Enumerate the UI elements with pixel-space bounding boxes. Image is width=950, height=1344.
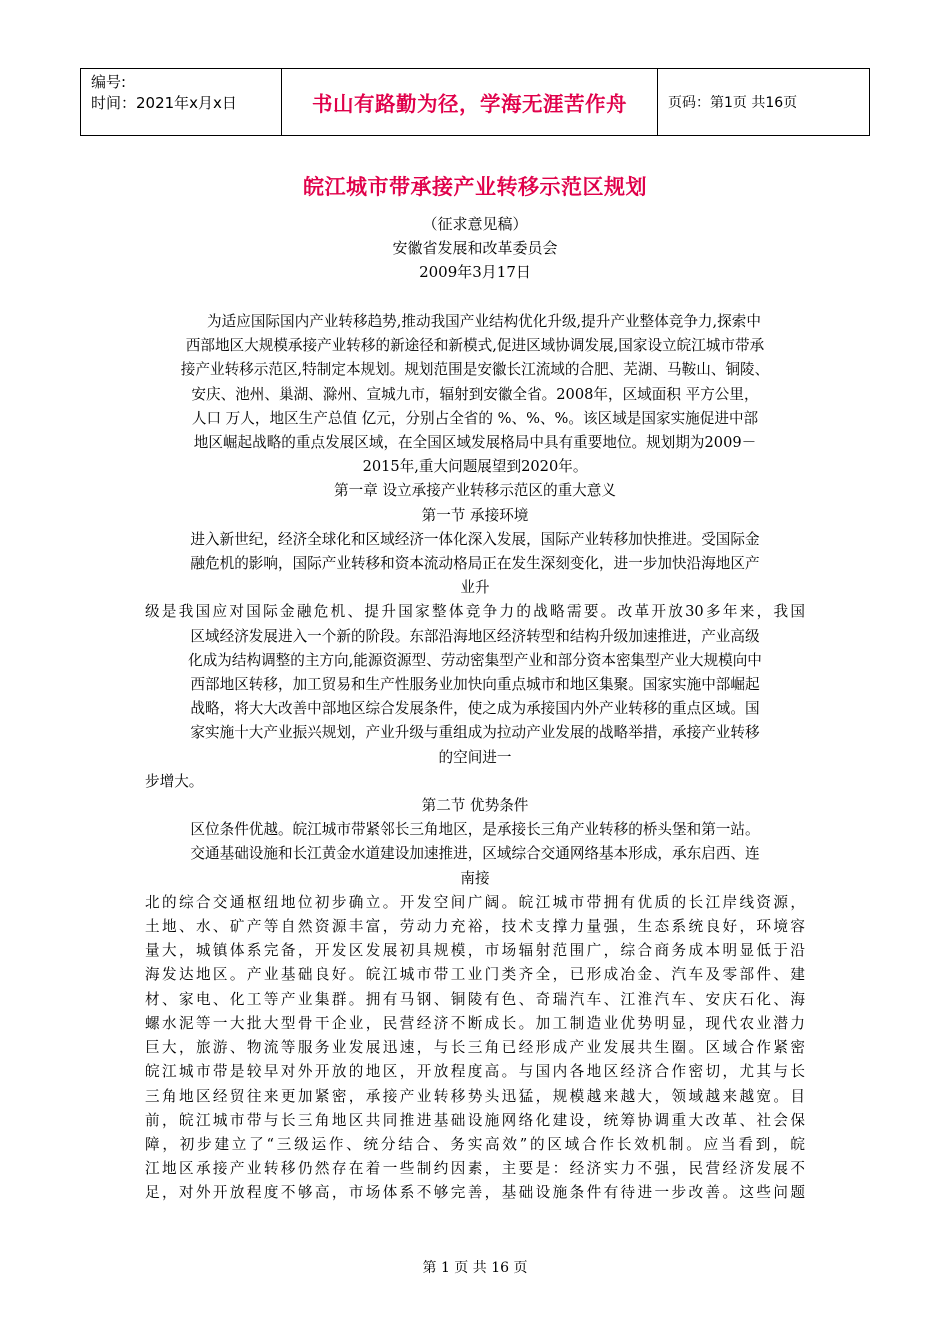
body-line: 人口 万人，地区生产总值 亿元，分别占全省的 %、%、%。该区域是国家实施促进中部 <box>191 409 759 427</box>
section-heading: 第一节 承接环境 <box>421 506 529 524</box>
body-line: 进入新世纪，经济全球化和区域经济一体化深入发展，国际产业转移加快推进。受国际金 <box>190 530 760 548</box>
body-line: 巨大，旅游、物流等服务业发展迅速，与长三角已经形成产业发展共生圈。区域合作紧密 <box>145 1039 805 1057</box>
body-line: 级是我国应对国际金融危机、提升国家整体竞争力的战略需要。改革开放30多年来，我国 <box>145 603 805 621</box>
body-line: 北的综合交通枢纽地位初步确立。开发空间广阔。皖江城市带拥有优质的长江岸线资源， <box>145 893 805 911</box>
document-issuer: 安徽省发展和改革委员会 <box>392 239 558 257</box>
body-line: 融危机的影响，国际产业转移和资本流动格局正在发生深刻变化，进一步加快沿海地区产 <box>190 555 760 573</box>
header-page-info: 页码：第1页 共16页 <box>668 95 798 111</box>
body-line: 皖江城市带是较早对外开放的地区，开放程度高。与国内各地区经济合作密切，尤其与长 <box>145 1063 805 1081</box>
document-title: 皖江城市带承接产业转移示范区规划 <box>303 175 647 199</box>
body-line: 业升 <box>460 579 490 597</box>
body-line: 障，初步建立了“三级运作、统分结合、务实高效”的区域合作长效机制。应当看到，皖 <box>145 1135 805 1153</box>
body-line: 江地区承接产业转移仍然存在着一些制约因素，主要是：经济实力不强，民营经济发展不 <box>145 1160 805 1178</box>
body-line: 为适应国际国内产业转移趋势,推动我国产业结构优化升级,提升产业整体竞争力,探索中 <box>207 313 761 330</box>
header-motto: 书山有路勤为径，学海无涯苦作舟 <box>282 69 658 135</box>
header-box <box>80 68 870 136</box>
document-subtitle: （征求意见稿） <box>422 215 528 233</box>
document-date: 2009年3月17日 <box>419 263 531 281</box>
chapter-heading: 第一章 设立承接产业转移示范区的重大意义 <box>334 482 616 500</box>
body-line: 西部地区大规模承接产业转移的新途径和新模式,促进区域协调发展,国家设立皖江城市带承 <box>185 337 765 355</box>
header-meta <box>81 69 282 135</box>
body-line: 三角地区经贸往来更加紧密，承接产业转移势头迅猛，规模越来越大，领域越来越宽。目 <box>145 1087 805 1105</box>
body-line: 螺水泥等一大批大型骨干企业，民营经济不断成长。加工制造业优势明显，现代农业潜力 <box>145 1014 805 1032</box>
date-label: 时间：2021年x月x日 <box>91 94 237 112</box>
section-heading: 第二节 优势条件 <box>421 797 529 815</box>
body-line: 区位条件优越。皖江城市带紧邻长三角地区，是承接长三角产业转移的桥头堡和第一站。 <box>190 821 760 839</box>
body-line: 足，对外开放程度不够高，市场体系不够完善，基础设施条件有待进一步改善。这些问题 <box>145 1184 805 1202</box>
body-line: 材、家电、化工等产业集群。拥有马钢、铜陵有色、奇瑞汽车、江淮汽车、安庆石化、海 <box>145 990 805 1008</box>
body-line: 西部地区转移，加工贸易和生产性服务业加快向重点城市和地区集聚。国家实施中部崛起 <box>190 676 760 694</box>
body-line: 接产业转移示范区,特制定本规划。规划范围是安徽长江流域的合肥、芜湖、马鞍山、铜陵、 <box>180 361 770 379</box>
body-line: 地区崛起战略的重点发展区域，在全国区域发展格局中具有重要地位。规划期为2009－ <box>193 434 757 452</box>
page-footer: 第 1 页 共 16 页 <box>422 1260 528 1276</box>
body-line: 区域经济发展进入一个新的阶段。东部沿海地区经济转型和结构升级加速推进，产业高级 <box>190 627 760 645</box>
body-line: 交通基础设施和长江黄金水道建设加速推进，区域综合交通网络基本形成，承东启西、连 <box>190 845 760 863</box>
document-body <box>145 310 805 1206</box>
body-line: 前，皖江城市带与长三角地区共同推进基础设施网络化建设，统筹协调重大改革、社会保 <box>145 1111 805 1129</box>
body-line: 量大，城镇体系完备，开发区发展初具规模，市场辐射范围广，综合商务成本明显低于沿 <box>145 942 805 960</box>
body-line: 海发达地区。产业基础良好。皖江城市带工业门类齐全，已形成冶金、汽车及零部件、建 <box>145 966 805 984</box>
body-line: 的空间进一 <box>438 748 512 766</box>
body-line: 南接 <box>460 869 490 887</box>
number-label: 编号: <box>91 73 127 91</box>
body-line: 安庆、池州、巢湖、滁州、宣城九市，辐射到安徽全省。2008年，区域面积 平方公里， <box>191 385 759 403</box>
body-line: 土地、水、矿产等自然资源丰富，劳动力充裕，技术支撑力量强，生态系统良好，环境容 <box>145 918 805 936</box>
body-line: 2015年,重大问题展望到2020年。 <box>362 458 588 476</box>
body-line: 化成为结构调整的主方向,能源资源型、劳动密集型产业和部分资本密集型产业大规模向中 <box>188 651 762 669</box>
body-line: 家实施十大产业振兴规划，产业升级与重组成为拉动产业发展的战略举措，承接产业转移 <box>190 724 760 742</box>
body-line: 步增大。 <box>145 772 204 790</box>
body-line: 战略，将大大改善中部地区综合发展条件，使之成为承接国内外产业转移的重点区域。国 <box>190 700 760 718</box>
